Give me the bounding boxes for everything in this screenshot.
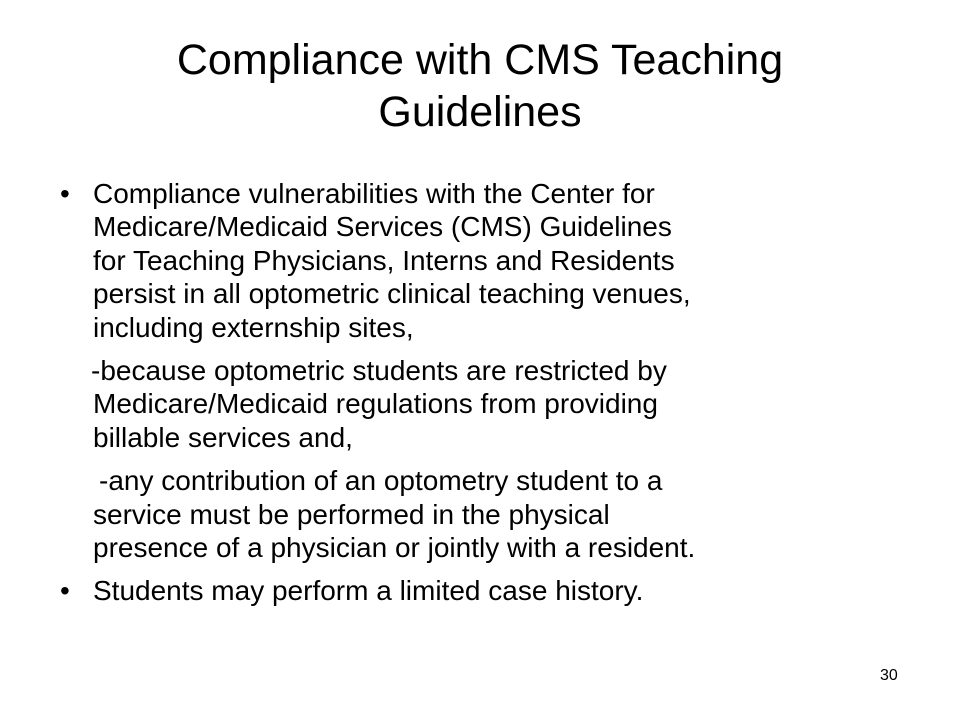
bullet-item-compliance-vulnerabilities: [60, 177, 910, 344]
sub-text-line: -any contribution of an optometry student to a: [99, 465, 663, 497]
slide-title-line-1: Compliance with CMS Teaching: [176, 36, 784, 84]
bullet-text-line: Medicare/Medicaid Services (CMS) Guidelines: [93, 211, 672, 243]
sub-text-line: presence of a physician or jointly with a resident.: [93, 532, 696, 564]
sub-paragraph-contribution: [60, 464, 910, 564]
bullet-text-line: including externship sites,: [93, 311, 414, 343]
bullet-text-line: Students may perform a limited case history.: [93, 575, 644, 607]
sub-text-line: -because optometric students are restricted by: [91, 355, 667, 387]
slide-body: [60, 177, 910, 608]
sub-text-line: billable services and,: [93, 421, 353, 453]
bullet-mark: •: [60, 178, 70, 209]
sub-text-line: Medicare/Medicaid regulations from providing: [93, 388, 658, 420]
bullet-text-line: persist in all optometric clinical teaching venues,: [93, 278, 691, 310]
bullet-mark: •: [60, 575, 70, 607]
slide-title: [60, 34, 900, 138]
slide-title-line-2: Guidelines: [378, 88, 582, 136]
sub-paragraph-restricted: [60, 354, 910, 454]
bullet-text-line: for Teaching Physicians, Interns and Residents: [93, 244, 675, 276]
page-number: 30: [880, 667, 898, 684]
bullet-item-case-history: [60, 574, 910, 607]
sub-text-line: service must be performed in the physical: [93, 498, 610, 530]
bullet-text-line: Compliance vulnerabilities with the Center for: [93, 178, 655, 209]
